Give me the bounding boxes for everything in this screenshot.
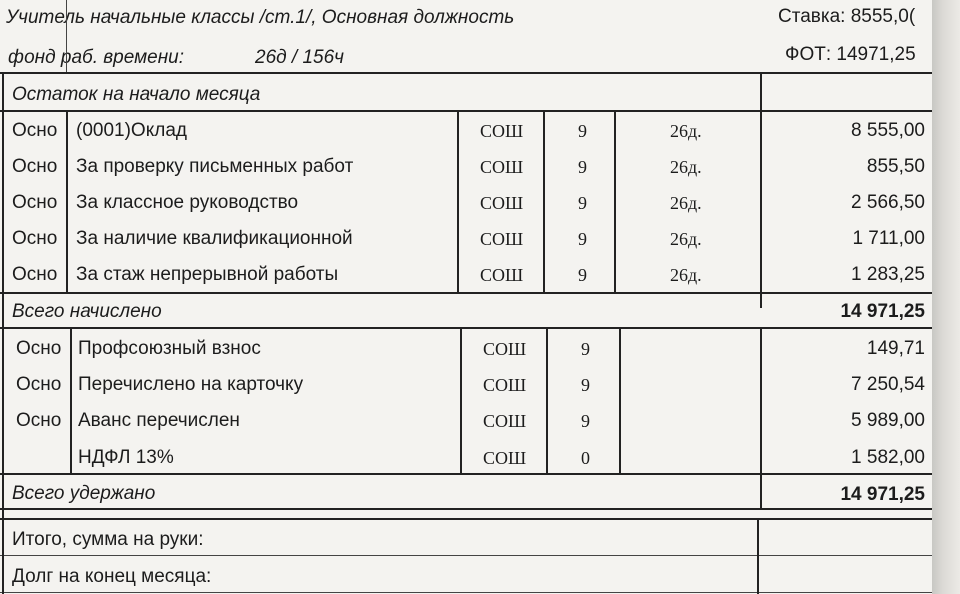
row-code: 9	[578, 157, 587, 177]
row-name: Аванс перечислен	[78, 410, 240, 431]
row-unit: СОШ	[483, 375, 527, 395]
row-amount: 1 582,00	[851, 447, 925, 468]
row-unit: СОШ	[480, 229, 524, 249]
row-type: Осно	[16, 410, 62, 431]
row-amount: 149,71	[866, 338, 925, 359]
row-unit: СОШ	[483, 339, 527, 359]
row-amount: 855,50	[866, 156, 925, 177]
row-type: Осно	[16, 374, 62, 395]
row-code: 9	[581, 339, 590, 359]
total-accrued-amount: 14 971,25	[840, 301, 925, 322]
row-code: 9	[578, 265, 587, 285]
total-withheld-label: Всего удержано	[12, 483, 156, 504]
row-days: 26д.	[670, 229, 702, 249]
work-time-fund-value: 26д / 156ч	[255, 47, 345, 68]
closing-debt-label: Долг на конец месяца:	[12, 566, 212, 587]
row-code: 9	[578, 193, 587, 213]
row-days: 26д.	[670, 121, 702, 141]
row-amount: 5 989,00	[851, 410, 925, 431]
row-type: Осно	[12, 228, 58, 249]
row-code: 9	[581, 375, 590, 395]
row-unit: СОШ	[480, 193, 524, 213]
rate-label: Ставка: 8555,0(	[778, 6, 916, 27]
opening-balance-label: Остаток на начало месяца	[12, 84, 261, 105]
page-edge-shadow	[932, 0, 960, 594]
row-name: За классное руководство	[76, 192, 299, 213]
row-type: Осно	[12, 192, 58, 213]
position-title: Учитель начальные классы /ст.1/, Основная должность	[6, 7, 515, 28]
total-withheld-amount: 14 971,25	[840, 484, 925, 505]
row-unit: СОШ	[480, 157, 524, 177]
row-unit: СОШ	[480, 121, 524, 141]
row-amount: 1 711,00	[852, 228, 925, 249]
row-name: НДФЛ 13%	[78, 447, 174, 468]
row-unit: СОШ	[480, 265, 524, 285]
fot-label: ФОТ: 14971,25	[785, 44, 916, 65]
row-days: 26д.	[670, 157, 702, 177]
row-name: За стаж непрерывной работы	[76, 264, 339, 285]
row-type: Осно	[16, 338, 62, 359]
row-days: 26д.	[670, 265, 702, 285]
row-name: Профсоюзный взнос	[78, 338, 261, 359]
total-accrued-label: Всего начислено	[12, 301, 162, 322]
row-unit: СОШ	[483, 448, 527, 468]
row-type: Осно	[12, 264, 58, 285]
take-home-label: Итого, сумма на руки:	[12, 529, 204, 550]
row-amount: 1 283,25	[851, 264, 925, 285]
row-days: 26д.	[670, 193, 702, 213]
row-name: (0001)Оклад	[76, 120, 187, 141]
row-type: Осно	[12, 156, 58, 177]
row-unit: СОШ	[483, 411, 527, 431]
work-time-fund-label: фонд раб. времени:	[8, 47, 185, 68]
row-name: Перечислено на карточку	[78, 374, 304, 395]
row-amount: 8 555,00	[851, 120, 925, 141]
row-name: За проверку письменных работ	[76, 156, 354, 177]
row-type: Осно	[12, 120, 58, 141]
row-amount: 2 566,50	[851, 192, 925, 213]
row-code: 9	[581, 411, 590, 431]
row-name: За наличие квалификационной	[76, 228, 353, 249]
row-code: 9	[578, 121, 587, 141]
row-code: 0	[581, 448, 590, 468]
row-amount: 7 250,54	[851, 374, 925, 395]
row-code: 9	[578, 229, 587, 249]
